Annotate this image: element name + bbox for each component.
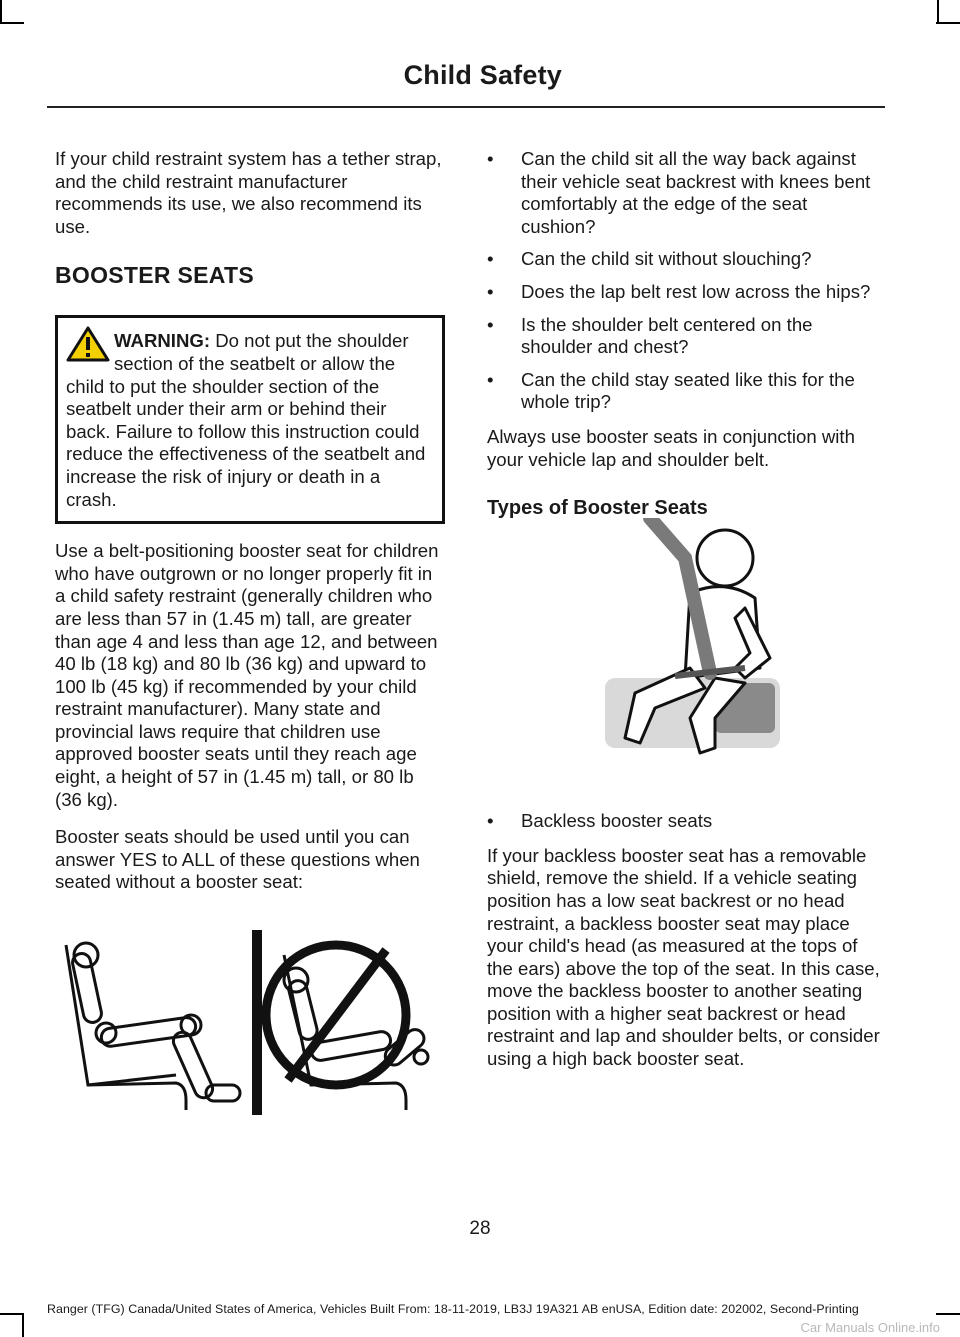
questions-intro-paragraph: Booster seats should be used until you can answer YES to ALL of these questions when seated without a booster seat:: [55, 826, 420, 893]
bullet-icon: •: [487, 313, 494, 335]
list-item: [487, 281, 880, 304]
list-item-text: Can the child sit all the way back against their vehicle seat backrest with knees bent comfortably at the edge of the seat cushion?: [521, 148, 871, 237]
list-item-text: Can the child stay seated like this for the whole trip?: [521, 368, 855, 413]
page-title: Child Safety: [403, 60, 562, 90]
belt-usage-paragraph: Always use booster seats in conjunction with your vehicle lap and shoulder belt.: [487, 425, 855, 470]
left-column: [55, 148, 445, 909]
warning-box: [55, 315, 445, 524]
section-heading: BOOSTER SEATS: [55, 262, 254, 289]
types-subheading: Types of Booster Seats: [487, 497, 708, 520]
warning-label: WARNING:: [114, 330, 211, 352]
backless-booster-paragraph: If your backless booster seat has a removable shield, remove the shield. If a vehicle seating position has a low seat backrest or no head restraint, a backless booster seat may place your child's head (as measured at the tops of the ears) above the top of the seat. In this case, move the backless booster to another seating position with a higher seat backrest or head restraint and lap and shoulder belts, or consider using a high back booster seat.: [487, 844, 880, 1070]
backless-booster-illustration: [595, 518, 795, 768]
bullet-icon: •: [487, 280, 494, 302]
list-item: [487, 148, 880, 238]
booster-child-svg: [595, 518, 795, 768]
warning-triangle-icon: [66, 326, 110, 362]
crop-mark: [0, 22, 24, 24]
list-item-text: Can the child sit without slouching?: [521, 248, 812, 270]
bullet-icon: •: [487, 810, 494, 832]
list-item: [487, 314, 880, 359]
crop-mark: [936, 1313, 960, 1315]
crop-mark: [22, 1313, 24, 1337]
bullet-icon: •: [487, 148, 494, 169]
list-item-text: Is the shoulder belt centered on the shoulder and chest?: [521, 313, 813, 358]
list-item-text: Backless booster seats: [521, 810, 713, 832]
header-rule: [47, 106, 885, 108]
bullet-icon: •: [487, 248, 494, 270]
crop-mark: [936, 22, 960, 24]
page-number: 28: [469, 1218, 491, 1239]
warning-text: Do not put the shoulder section of the seatbelt or allow the child to put the shoulder section of the seatbelt under their arm or behind their back. Failure to follow this instruction could reduce the effectiveness of the seatbelt and increase the risk of injury or death in a crash.: [66, 330, 426, 510]
figure-divider: [252, 930, 262, 1115]
crop-mark: [0, 0, 2, 24]
list-item: [487, 369, 880, 414]
seat-posture-illustration: [56, 925, 446, 1115]
list-item: [487, 248, 880, 271]
crop-mark: [0, 1313, 24, 1315]
booster-types-list: [487, 810, 880, 833]
footer-text: Ranger (TFG) Canada/United States of America, Vehicles Built From: 18-11-2019, LB3J 19A321 AB enUSA, Edition date: 202002, Second-Printing: [47, 1302, 859, 1316]
watermark: Car Manuals Online.info: [800, 1320, 940, 1335]
booster-questions-list: [487, 148, 880, 414]
bullet-icon: •: [487, 368, 494, 390]
crop-mark: [937, 0, 939, 24]
intro-paragraph: If your child restraint system has a tether strap, and the child restraint manufacturer recommends its use, we also recommend its use.: [55, 148, 442, 237]
list-item-text: Does the lap belt rest low across the hips?: [521, 280, 871, 302]
list-item: [487, 810, 880, 833]
seat-posture-svg: [56, 925, 446, 1115]
booster-eligibility-paragraph: Use a belt-positioning booster seat for children who have outgrown or no longer properly fit in a child safety restraint (generally children who are less than 57 in (1.45 m) tall, are greater than age 4 and less than age 12, and between 40 lb (18 kg) and 80 lb (36 kg) and upward to 100 lb (45 kg) if recommended by your child restraint manufacturer). Many state and provincial laws require that children use approved booster seats until they reach age eight, a height of 57 in (1.45 m) tall, or 80 lb (36 kg).: [55, 540, 439, 810]
